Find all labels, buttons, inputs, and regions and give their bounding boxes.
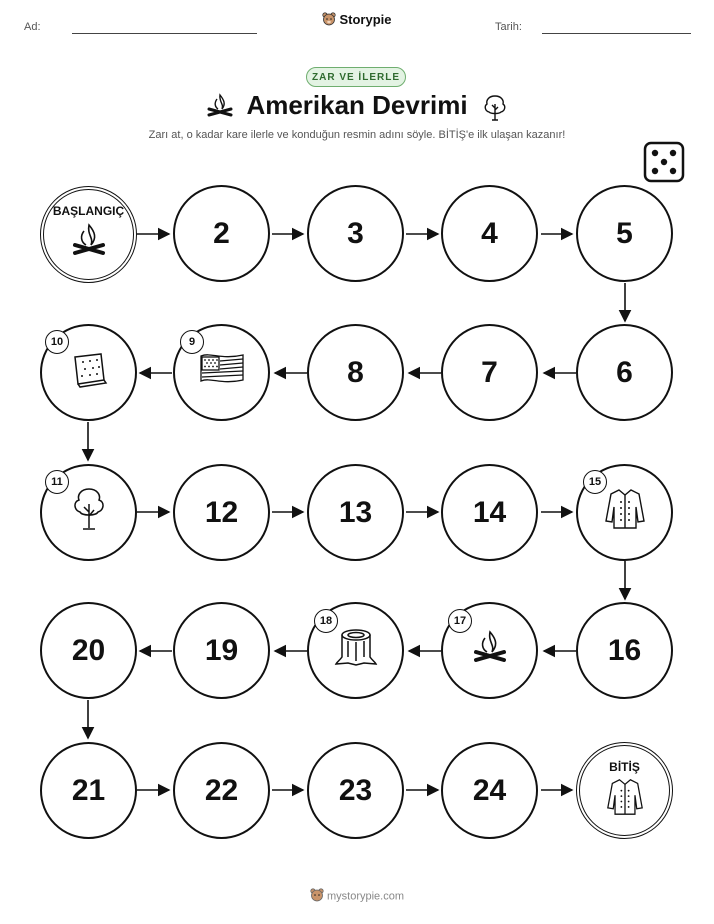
- square-number-badge: 18: [314, 609, 338, 633]
- square-21: 21: [40, 742, 137, 839]
- footer-url: mystorypie.com: [326, 890, 405, 903]
- square-12: 12: [173, 464, 270, 561]
- square-7: 7: [441, 324, 538, 421]
- square-23: 23: [307, 742, 404, 839]
- square-8: 8: [307, 324, 404, 421]
- square-2: 2: [173, 185, 270, 282]
- square-number-badge: 17: [448, 609, 472, 633]
- date-label: Tarih:: [495, 21, 522, 33]
- instructions: Zarı at, o kadar kare ilerle ve konduğun resmin adını söyle. BİTİŞ'e ilk ulaşan kazanır!: [148, 129, 566, 141]
- square-20: 20: [40, 602, 137, 699]
- square-5: 5: [576, 185, 673, 282]
- square-22: 22: [173, 742, 270, 839]
- square-3: 3: [307, 185, 404, 282]
- square-19: 19: [173, 602, 270, 699]
- bear-logo-icon: [310, 888, 324, 905]
- square-number-badge: 10: [45, 330, 69, 354]
- campfire-icon: [69, 220, 109, 268]
- square-number-badge: 11: [45, 470, 69, 494]
- tree-icon: [69, 486, 109, 540]
- flag-icon: [199, 352, 245, 394]
- square-number-badge: 9: [180, 330, 204, 354]
- stump-icon: [334, 627, 378, 675]
- coat-icon: [606, 777, 644, 825]
- square-13: 13: [307, 464, 404, 561]
- square-24: 24: [441, 742, 538, 839]
- brand-name: Storypie: [339, 12, 392, 27]
- cracker-icon: [69, 349, 109, 397]
- campfire-icon: [470, 627, 510, 675]
- square-16: 16: [576, 602, 673, 699]
- square-4: 4: [441, 185, 538, 282]
- finish-label: BİTİŞ: [609, 760, 640, 774]
- square-14: 14: [441, 464, 538, 561]
- square-number-badge: 15: [583, 470, 607, 494]
- square-6: 6: [576, 324, 673, 421]
- square-finish: [576, 742, 673, 839]
- footer: [0, 888, 714, 905]
- square-start: [40, 186, 137, 283]
- start-label: BAŞLANGIÇ: [52, 204, 125, 218]
- game-type-badge: ZAR VE İLERLE: [306, 67, 406, 87]
- page-title: Amerikan Devrimi: [246, 90, 468, 120]
- coat-icon: [604, 487, 646, 539]
- name-label: Ad:: [24, 21, 41, 33]
